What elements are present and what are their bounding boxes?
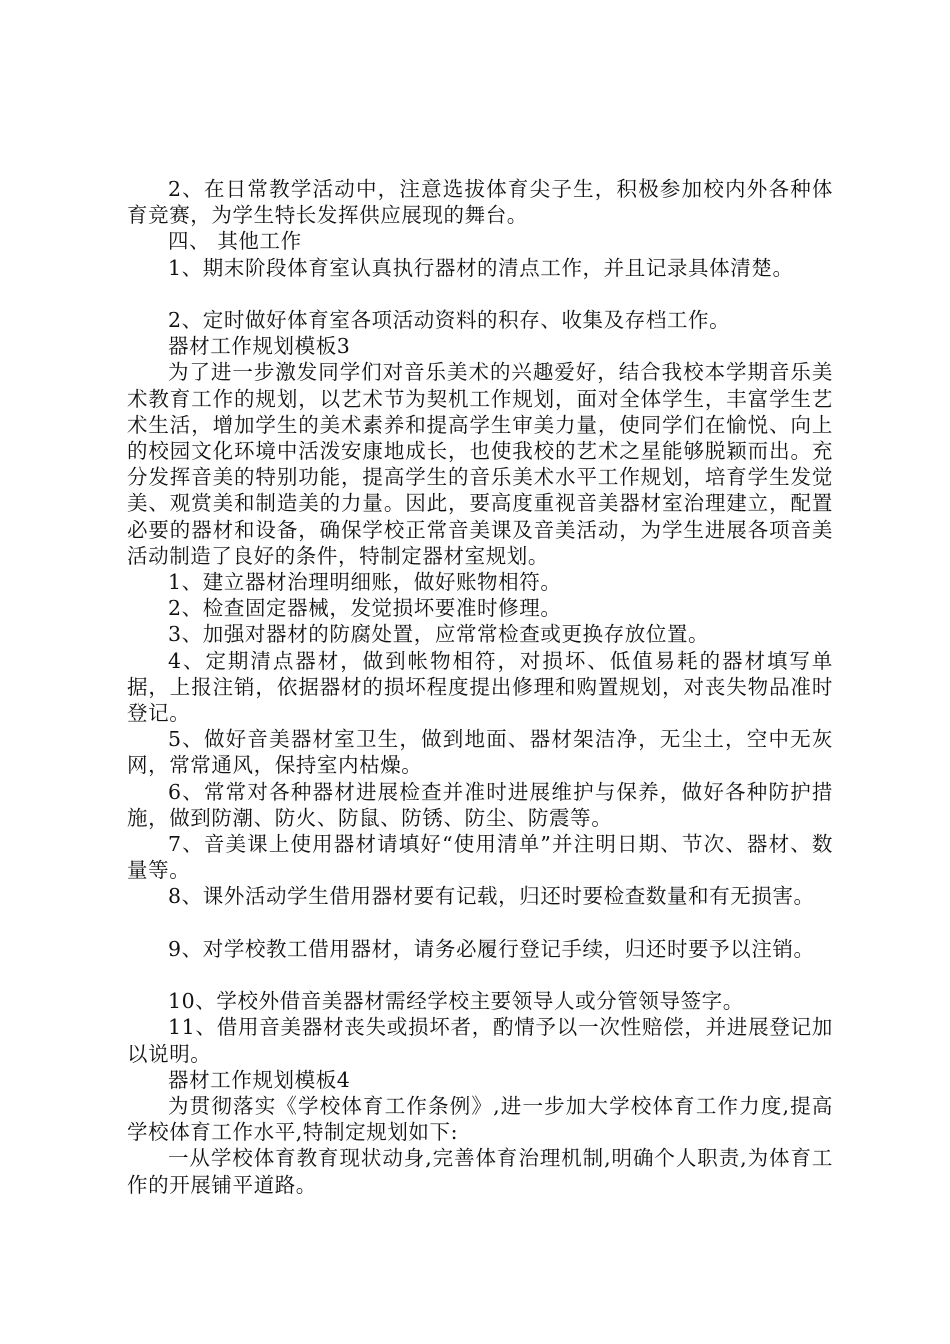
list-item-6: 6、常常对各种器材进展检查并准时进展维护与保养，做好各种防护措施，做到防潮、防火、防鼠、防锈、防尘、防震等。: [127, 779, 833, 830]
list-item-10: 10、学校外借音美器材需经学校主要领导人或分管领导签字。: [168, 989, 744, 1014]
list-item-2: 2、检查固定器械，发觉损坏要准时修理。: [168, 596, 562, 621]
list-item-1: 1、建立器材治理明细账，做好账物相符。: [168, 570, 562, 595]
list-item-4: 4、定期清点器材，做到帐物相符，对损坏、低值易耗的器材填写单据，上报注销，依据器材的损坏程度提出修理和购置规划，对丧失物品准时登记。: [127, 648, 833, 726]
paragraph-point-1: 一从学校体育教育现状动身,完善体育治理机制,明确个人职责,为体育工作的开展铺平道路。: [127, 1146, 833, 1197]
list-item-7: 7、音美课上使用器材请填好“使用清单”并注明日期、节次、器材、数量等。: [127, 832, 833, 883]
section-heading-template-3: 器材工作规划模板3: [168, 334, 351, 359]
section-heading-template-4: 器材工作规划模板4: [168, 1067, 351, 1092]
paragraph-item-2-archiving: 2、定时做好体育室各项活动资料的积存、收集及存档工作。: [168, 308, 731, 332]
document-body: [127, 176, 833, 1198]
list-item-11: 11、借用音美器材丧失或损坏者，酌情予以一次性赔偿，并进展登记加以说明。: [127, 1015, 833, 1066]
paragraph-item-2-sports-talent: 2、在日常教学活动中，注意选拔体育尖子生，积极参加校内外各种体育竞赛，为学生特长发挥供应展现的舞台。: [127, 177, 833, 228]
paragraph-item-1-inventory: 1、期末阶段体育室认真执行器材的清点工作，并且记录具体清楚。: [168, 255, 794, 280]
list-item-3: 3、加强对器材的防腐处置，应常常检查或更换存放位置。: [168, 622, 710, 647]
paragraph-intro-template-4: 为贯彻落实《学校体育工作条例》,进一步加大学校体育工作力度,提高学校体育工作水平,特制定规划如下:: [127, 1094, 833, 1145]
list-item-8: 8、课外活动学生借用器材要有记载，归还时要检查数量和有无损害。: [168, 884, 815, 909]
section-heading-other-work: 四、 其他工作: [168, 229, 302, 254]
list-item-5: 5、做好音美器材室卫生，做到地面、器材架洁净，无尘土，空中无灰网，常常通风，保持室内枯燥。: [127, 727, 833, 778]
paragraph-intro-template-3: 为了进一步激发同学们对音乐美术的兴趣爱好，结合我校本学期音乐美术教育工作的规划，以艺术节为契机工作规划，面对全体学生，丰富学生艺术生活，增加学生的美术素养和提高学生审美力量，使同学们在愉悦、向上的校园文化环境中活泼安康地成长，也使我校的艺术之星能够脱颖而出。充分发挥音美的特别功能，提高学生的音乐美术水平工作规划，培育学生发觉美、观赏美和制造美的力量。因此，要高度重视音美器材室治理建立，配置必要的器材和设备，确保学校正常音美课及音美活动，为学生进展各项音美活动制造了良好的条件，特制定器材室规划。: [127, 360, 833, 568]
list-item-9: 9、对学校教工借用器材，请务必履行登记手续，归还时要予以注销。: [168, 936, 815, 961]
